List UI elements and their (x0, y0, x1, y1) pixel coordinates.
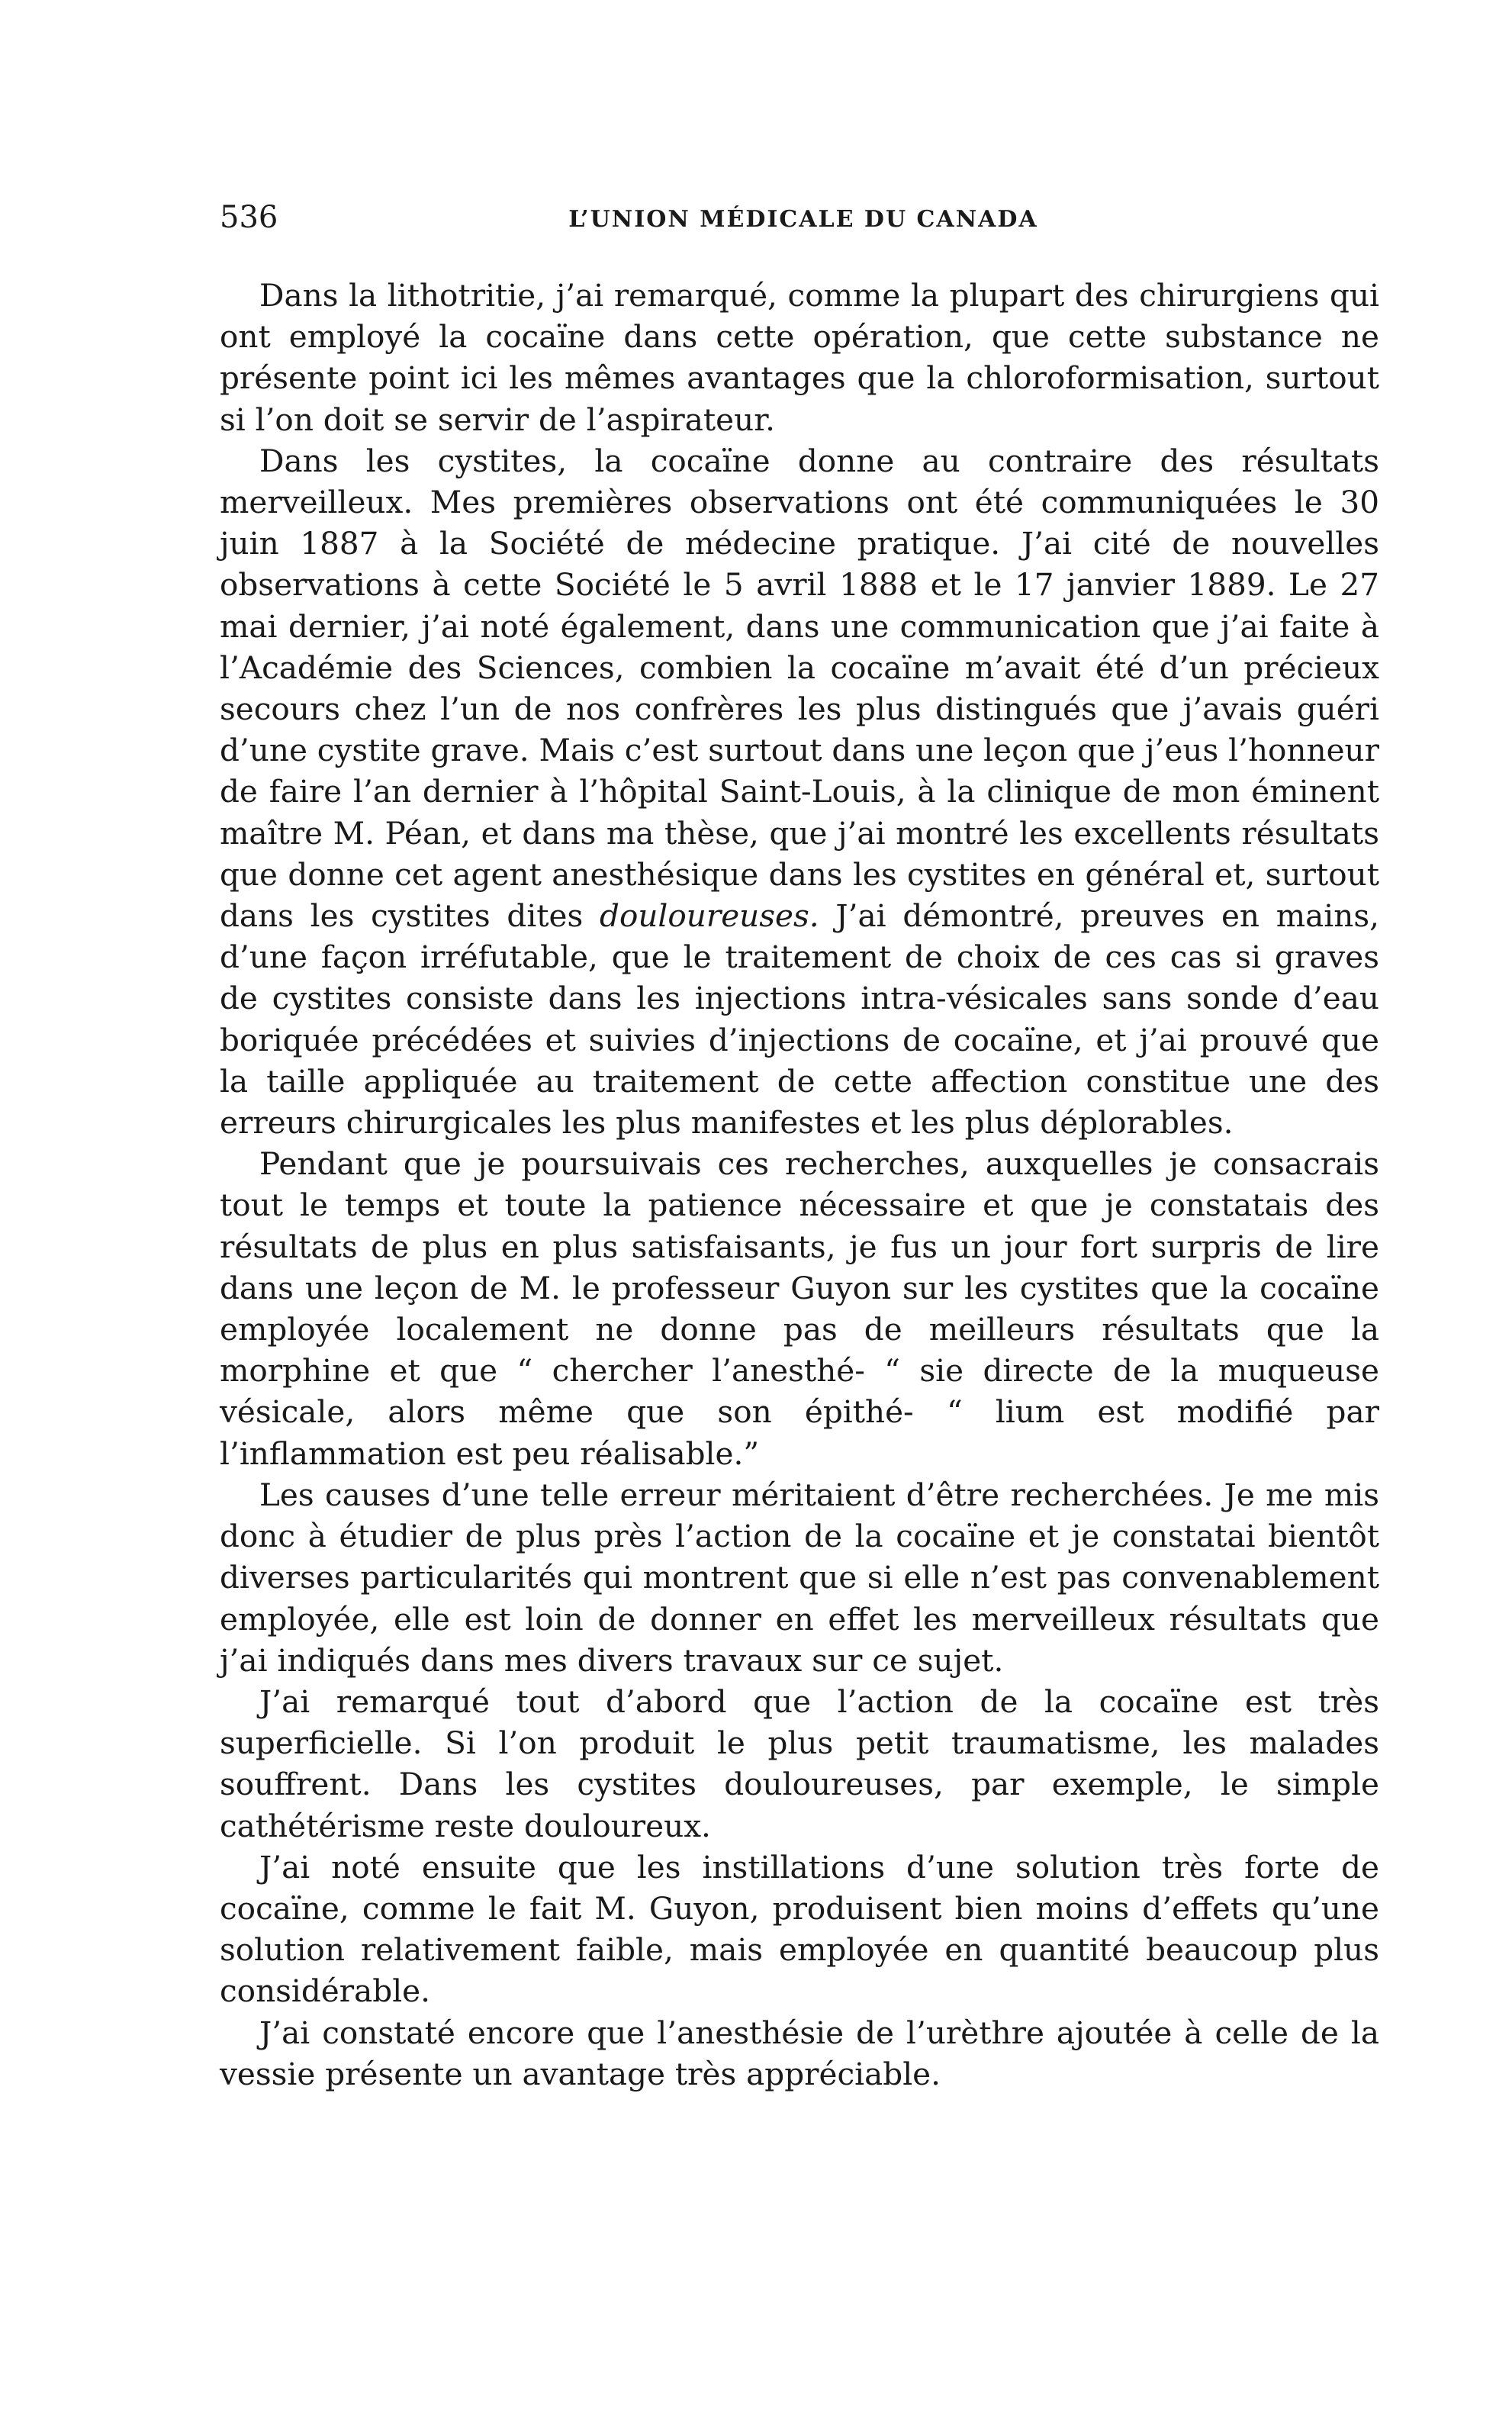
paragraph-lithotritie: Dans la lithotritie, j’ai remarqué, comme la plupart des chirurgiens qui ont employé la cocaïne dans cette opération, que cette substance ne présente point ici les mêmes avantages que la chloroformisation, surtout si l’on doit se servir de l’aspirateur. (220, 277, 1379, 438)
body-text (220, 275, 1379, 2095)
paragraph-cystites-text: Dans les cystites, la cocaïne donne au contraire des résultats merveilleux. Mes premières observations ont été communiquées le 30 juin 1887 à la Société de médecine pratique. J’ai cité de nouvelles observations à cette Société le 5 avril 1888 et le 17 janvier 1889. Le 27 mai dernier, j’ai noté également, dans une communication que j’ai faite à l’Académie des Sciences, combien la cocaïne m’avait été d’un précieux secours chez l’un de nos confrères les plus distingués que j’avais guéri d’une cystite grave. Mais c’est surtout dans une leçon que j’eus l’honneur de faire l’an dernier à l’hôpital Saint-Louis, à la clinique de mon éminent maître M. Péan, et dans ma thèse, que j’ai montré les excellents résultats que donne cet agent anesthésique dans les cystites en général et, surtout dans les cystites dites (220, 442, 1379, 935)
paragraph-instillations: J’ai noté ensuite que les instillations d’une solution très forte de cocaïne, comme le fait M. Guyon, produisent bien moins d’effets qu’une solution relativement faible, mais employée en quantité beaucoup plus considérable. (220, 1848, 1379, 2010)
running-title: L’UNION MÉDICALE DU CANADA (568, 206, 1038, 233)
paragraph-causes: Les causes d’une telle erreur méritaient d’être recherchées. Je me mis donc à étudier de plus près l’action de la cocaïne et je constatai bientôt diverses particularités qui montrent que si elle n’est pas convenablement employée, elle est loin de donner en effet les merveilleux résultats que j’ai indiqués dans mes divers travaux sur ce sujet. (220, 1476, 1379, 1679)
paragraph-superficielle: J’ai remarqué tout d’abord que l’action de la cocaïne est très superficielle. Si l’on produit le plus petit traumatisme, les malades souffrent. Dans les cystites douloureuses, par exemple, le simple cathétérisme reste douloureux. (220, 1683, 1379, 1844)
italic-term: douloureuses. (600, 897, 819, 935)
paragraph-cystites-text-cont: J’ai démontré, preuves en mains, d’une façon irréfutable, que le traitement de choix de ces cas si graves de cystites consiste dans les injections intra-vésicales sans sonde d’eau boriquée précédées et suivies d’injections de cocaïne, et j’ai prouvé que la taille appliquée au traitement de cette affection constitue une des erreurs chirurgicales les plus manifestes et les plus déplorables. (220, 897, 1379, 1142)
paragraph-cystites (220, 440, 1379, 1143)
page-number: 536 (220, 200, 278, 235)
paragraph-guyon-quote: Pendant que je poursuivais ces recherches, auxquelles je consacrais tout le temps et toute la patience nécessaire et que je constatais des résultats de plus en plus satisfaisants, je fus un jour fort surpris de lire dans une leçon de M. le professeur Guyon sur les cystites que la cocaïne employée localement ne donne pas de meilleurs résultats que la morphine et que “ chercher l’anesthé- “ sie directe de la muqueuse vésicale, alors même que son épithé- “ lium est modifié par l’inflammation est peu réalisable.” (220, 1145, 1379, 1472)
paragraph-urethre: J’ai constaté encore que l’anesthésie de l’urèthre ajoutée à celle de la vessie présente un avantage très appréciable. (220, 2014, 1379, 2092)
page-header (220, 200, 1387, 246)
